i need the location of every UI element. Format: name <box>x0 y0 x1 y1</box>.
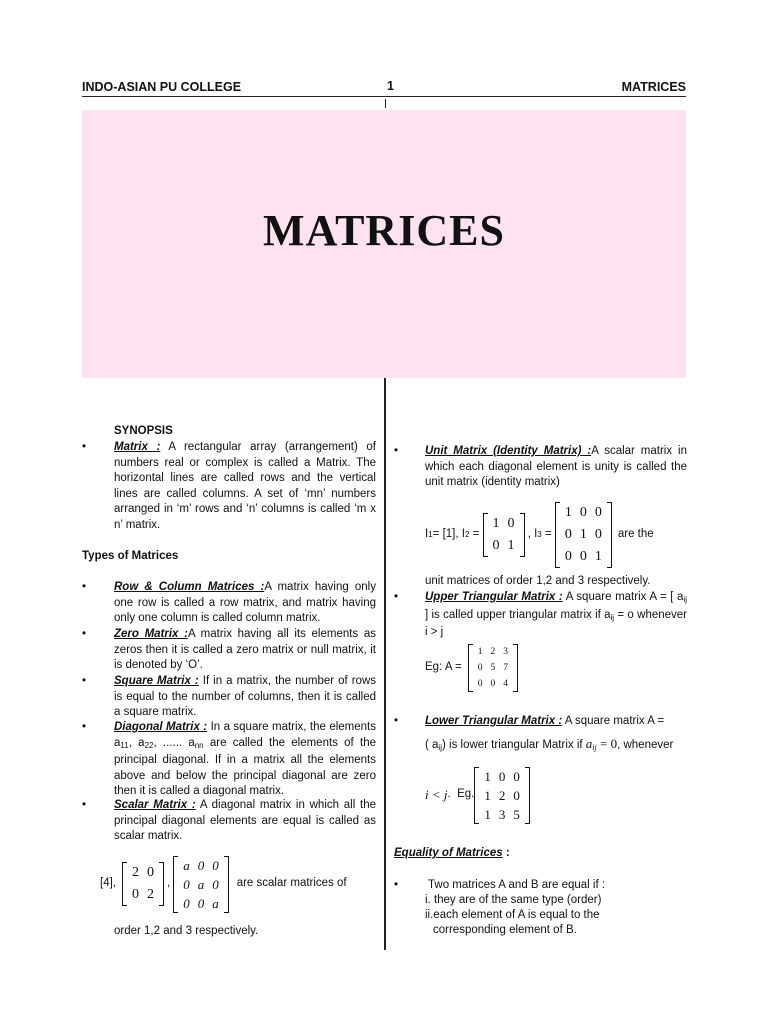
scalar-definition <box>114 798 376 845</box>
diag-text: , a <box>128 736 145 749</box>
rowcol-text: A matrix having only one row is called a row matrix, and matrix having only one column is called column matrix. <box>114 581 376 624</box>
matrix-scalar-3 <box>173 856 229 913</box>
upper-text: = o whenever i > j <box>425 608 688 638</box>
lower-text: ) is lower triangular Matrix if <box>441 739 583 751</box>
term-unit: Unit Matrix (Identity Matrix) : <box>425 445 592 457</box>
cell: 0 <box>594 505 602 520</box>
term-rowcol: Row & Column Matrices : <box>114 581 265 593</box>
equality-heading <box>394 846 510 862</box>
rowcol-definition <box>114 580 376 627</box>
term-scalar: Scalar Matrix : <box>114 799 196 811</box>
matrix-scalar-2 <box>122 862 164 906</box>
bullet: • <box>82 441 87 453</box>
i-label: I <box>425 528 429 541</box>
subscript: 3 <box>537 530 542 540</box>
are-the: are the <box>617 528 654 541</box>
scalar-first: [4], <box>100 877 116 890</box>
lower-condition <box>586 736 617 751</box>
lower-text: ( a <box>425 739 439 751</box>
square-text: If in a matrix, the number of rows is equal to the number of columns, then it is called a square matrix. <box>114 675 377 718</box>
cell: 0 <box>197 895 205 911</box>
scalar-end: order 1,2 and 3 respectively. <box>114 925 259 937</box>
cell: 0 <box>131 887 139 902</box>
lower-line2 <box>425 736 687 756</box>
cell: 5 <box>490 663 496 673</box>
cell: 5 <box>513 806 520 822</box>
cell: 0 <box>490 679 496 689</box>
cell: 2 <box>490 647 496 657</box>
cell: 3 <box>498 806 506 822</box>
upper-text: ] is called upper triangular matrix if a <box>425 608 611 621</box>
scalar-tail: are scalar matrices of <box>236 877 347 890</box>
bullet: • <box>394 591 399 603</box>
term-upper: Upper Triangular Matrix : <box>425 591 563 603</box>
cell: 2 <box>146 887 154 902</box>
identity-examples <box>425 500 689 570</box>
cell: a <box>197 876 205 892</box>
cell: 0 <box>513 787 520 803</box>
subscript: 22 <box>144 740 154 750</box>
cell: 0 <box>146 865 154 880</box>
cell: 0 <box>579 549 587 564</box>
cell: a <box>183 857 190 873</box>
bullet: • <box>82 721 87 733</box>
chapter-title: MATRICES <box>621 80 686 94</box>
subscript: ij <box>610 612 615 622</box>
cell: 0 <box>477 663 483 673</box>
zero-text: A matrix having all its elements as zeros then it is called a zero matrix or null matrix, it is denoted by ‘O’. <box>114 628 376 671</box>
cell: 1 <box>507 538 515 553</box>
cell: 1 <box>484 787 491 803</box>
term-diagonal: Diagonal Matrix : <box>114 721 208 733</box>
cell: 1 <box>492 516 500 531</box>
college-name: INDO-ASIAN PU COLLEGE <box>82 80 242 94</box>
cell: 1 <box>477 647 483 657</box>
cell: 2 <box>131 865 139 880</box>
matrix-identity-3 <box>555 502 612 568</box>
matrix-upper <box>468 644 518 692</box>
diag-text: are called the elements of the principal diagonal. If in a matrix all the elements above and below the principal diagonal are zero then it is called a diagonal matrix. <box>114 736 376 797</box>
types-heading: Types of Matrices <box>82 550 179 562</box>
upper-example <box>425 644 518 692</box>
equality-intro: Two matrices A and B are equal if : <box>428 879 606 891</box>
cell: 0 <box>564 549 572 564</box>
unit-definition <box>425 444 687 491</box>
upper-text: A square matrix A = [ a <box>565 591 684 603</box>
diag-text: In a square matrix, the elements a <box>114 721 376 749</box>
subscript: ij <box>438 743 442 752</box>
page-header <box>82 80 686 97</box>
eg-label: . Eg. <box>447 788 475 801</box>
bullet: • <box>394 879 399 891</box>
bullet: • <box>82 675 87 687</box>
cell: 0 <box>183 895 190 911</box>
subscript: nn <box>194 740 204 750</box>
cell: 1 <box>564 505 572 520</box>
bullet: • <box>82 628 87 640</box>
matrix-identity-2 <box>483 513 525 557</box>
matrix-definition <box>114 440 376 533</box>
upper-definition <box>425 590 687 641</box>
header-tick <box>385 99 386 108</box>
eg-label: Eg: A = <box>425 661 462 674</box>
cell: a <box>212 895 219 911</box>
cell: 0 <box>212 857 219 873</box>
bullet: • <box>394 715 399 727</box>
cell: 1 <box>484 806 491 822</box>
cell: 1 <box>579 527 587 542</box>
cell: 7 <box>503 663 509 673</box>
lower-definition <box>425 714 687 730</box>
equality-condition-2b: corresponding element of B. <box>433 924 577 936</box>
diagonal-definition <box>114 720 376 800</box>
cond-var: a <box>585 736 593 751</box>
scalar-examples <box>100 852 380 916</box>
equality-condition-2: ii.each element of A is equal to the <box>425 909 600 921</box>
square-definition <box>114 674 376 721</box>
subscript: 2 <box>464 530 470 540</box>
bullet: • <box>82 581 87 593</box>
zero-definition <box>114 627 376 674</box>
cell: 1 <box>484 768 491 784</box>
cell: 2 <box>498 787 506 803</box>
lower-ij: i < j <box>425 787 448 803</box>
cell: 0 <box>212 876 219 892</box>
term-square: Square Matrix : <box>114 675 199 687</box>
page-number: 1 <box>387 79 394 93</box>
diag-text: , ...... a <box>153 736 195 749</box>
subscript: 1 <box>428 530 433 540</box>
term-equality: Equality of Matrices <box>394 847 503 859</box>
banner-title: MATRICES <box>263 206 505 255</box>
bullet: • <box>394 445 399 457</box>
cell: 0 <box>594 527 602 542</box>
unit-end: unit matrices of order 1,2 and 3 respectively. <box>425 575 651 587</box>
column-divider <box>384 378 386 950</box>
cell: 1 <box>594 549 602 564</box>
subscript: 11 <box>120 740 129 750</box>
matrix-text: A rectangular array (arrangement) of numbers real or complex is called a Matrix. The horizontal lines are called rows and the vertical lines are called columns. A set of ‘mn’ numbers arranged in ‘m’ rows and ‘n’ columns is called ‘m x n’ matrix. <box>114 441 376 531</box>
cell: 0 <box>579 505 587 520</box>
cell: 0 <box>507 516 515 531</box>
subscript: ij <box>683 595 687 604</box>
cell: 3 <box>503 647 509 657</box>
i-text: = [1], I <box>432 528 465 541</box>
cond-val: = 0 <box>596 736 618 751</box>
lower-text: , whenever <box>617 739 674 751</box>
term-matrix: Matrix : <box>114 441 161 453</box>
bullet: • <box>82 799 87 811</box>
synopsis-heading: SYNOPSIS <box>114 425 173 437</box>
subscript: ij <box>592 743 597 752</box>
title-banner <box>82 110 686 378</box>
lower-text: A square matrix A = <box>564 715 665 727</box>
colon: : <box>502 847 510 859</box>
cell: 0 <box>477 679 483 689</box>
term-lower: Lower Triangular Matrix : <box>425 715 563 727</box>
equality-condition-1: i. they are of the same type (order) <box>425 894 602 906</box>
lower-example <box>425 764 530 826</box>
cell: 0 <box>492 538 500 553</box>
term-zero: Zero Matrix : <box>114 628 188 640</box>
cell: 4 <box>503 679 509 689</box>
matrix-lower <box>474 767 530 824</box>
cell: 0 <box>197 857 205 873</box>
eq: = <box>469 528 483 541</box>
cell: 0 <box>498 768 506 784</box>
unit-text: A scalar matrix in which each diagonal element is unity is called the unit matrix (identity matrix) <box>425 445 687 488</box>
cell: 0 <box>513 768 520 784</box>
cell: 0 <box>183 876 190 892</box>
cell: 0 <box>564 527 572 542</box>
i-text: , I <box>524 528 538 541</box>
scalar-text: A diagonal matrix in which all the principal diagonal elements are equal is called as scalar matrix. <box>114 799 377 842</box>
eq: = <box>541 528 555 541</box>
comma: , <box>166 877 171 890</box>
